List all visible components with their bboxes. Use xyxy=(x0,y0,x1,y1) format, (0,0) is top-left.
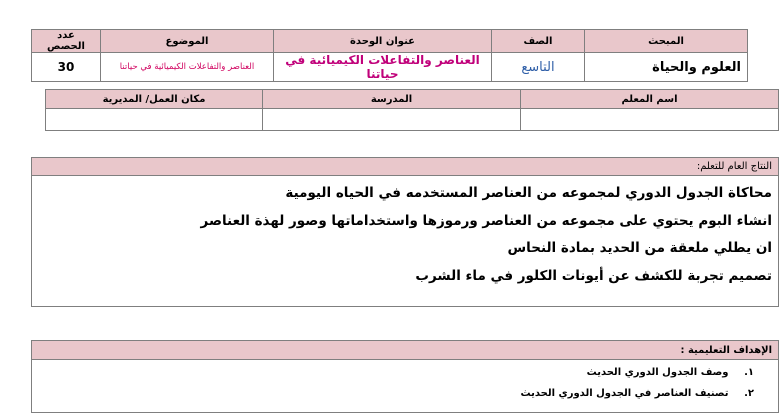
outcome-item: ان يطلي ملعقة من الحديد بمادة النحاس xyxy=(507,240,772,256)
objectives-box xyxy=(31,340,779,413)
unit-value: العناصر والتفاعلات الكيميائية في حياتنا xyxy=(274,53,492,82)
objective-text: وصف الجدول الدوري الحديث xyxy=(586,367,729,378)
outcomes-body xyxy=(32,176,779,307)
info-value-row xyxy=(32,53,748,82)
objective-item xyxy=(38,383,772,404)
teacher-header-row xyxy=(46,90,779,109)
outcomes-title: النتاج العام للتعلم: xyxy=(32,158,779,176)
info-table xyxy=(31,29,748,82)
grade-header: الصف xyxy=(492,30,585,53)
teacher-name-value[interactable] xyxy=(521,109,779,131)
info-header-row xyxy=(32,30,748,53)
grade-value: التاسع xyxy=(492,53,585,82)
unit-header: عنوان الوحدة xyxy=(274,30,492,53)
topic-header: الموضوع xyxy=(101,30,274,53)
workplace-header: مكان العمل/ المديرية xyxy=(46,90,263,109)
classes-count-header: عدد الحصص xyxy=(32,30,101,53)
objective-number: ١. xyxy=(744,367,754,378)
teacher-name-header: اسم المعلم xyxy=(521,90,779,109)
school-value[interactable] xyxy=(263,109,521,131)
outcome-item: محاكاة الجدول الدوري لمجموعه من العناصر المستخدمه في الحياه اليومية xyxy=(285,185,772,201)
workplace-value[interactable] xyxy=(46,109,263,131)
objective-item xyxy=(38,362,772,383)
subject-value: العلوم والحياة xyxy=(585,53,748,82)
outcome-item: تصميم تجربة للكشف عن أيونات الكلور في ماء الشرب xyxy=(415,267,772,284)
outcome-item: انشاء البوم يحتوي على مجموعه من العناصر ورموزها واستخداماتها وصور لهذة العناصر xyxy=(200,212,772,229)
objective-text: تصنيف العناصر في الجدول الدوري الحديث xyxy=(520,388,729,399)
teacher-table xyxy=(45,89,779,131)
classes-count-value: 30 xyxy=(32,53,101,82)
outcomes-box xyxy=(31,157,779,307)
topic-value: العناصر والتفاعلات الكيميائية في حياتنا xyxy=(101,53,274,82)
objectives-title: الإهداف التعليمية : xyxy=(32,341,779,360)
subject-header: المبحث xyxy=(585,30,748,53)
school-header: المدرسة xyxy=(263,90,521,109)
teacher-value-row xyxy=(46,109,779,131)
objective-number: ٢. xyxy=(744,388,754,399)
